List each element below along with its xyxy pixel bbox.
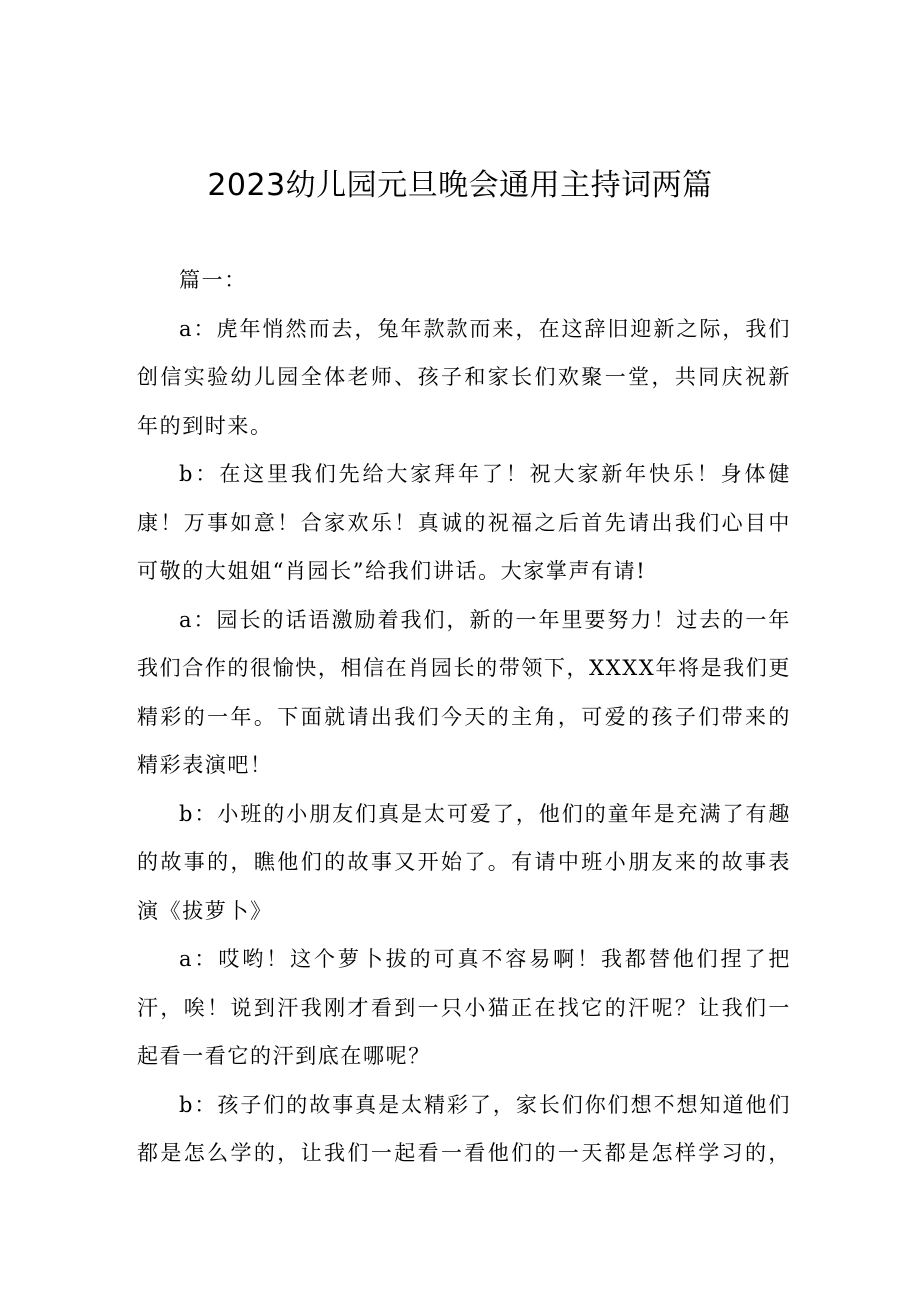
paragraph-2: b：在这里我们先给大家拜年了！祝大家新年快乐！身体健康！万事如意！合家欢乐！真诚的祝福之后首先请出我们心目中可敬的大姐姐“肖园长”给我们讲话。大家掌声有请!	[137, 462, 791, 583]
paragraph-5: a：哎哟！这个萝卜拔的可真不容易啊！我都替他们捏了把汗，唉！说到汗我刚才看到一只小猫正在找它的汗呢？让我们一起看一看它的汗到底在哪呢？	[137, 947, 791, 1068]
paragraph-6: b：孩子们的故事真是太精彩了，家长们你们想不想知道他们都是怎么学的，让我们一起看一看他们的一天都是怎样学习的，	[137, 1092, 791, 1165]
section-heading: 篇一：	[179, 268, 247, 292]
paragraph-1: a：虎年悄然而去，兔年款款而来，在这辞旧迎新之际，我们创信实验幼儿园全体老师、孩子和家长们欢聚一堂，共同庆祝新年的到时来。	[137, 316, 791, 438]
document-body	[137, 256, 791, 1178]
document-title: 2023幼儿园元旦晚会通用主持词两篇	[207, 168, 713, 203]
paragraph-4: b：小班的小朋友们真是太可爱了，他们的童年是充满了有趣的故事的，瞧他们的故事又开始了。有请中班小朋友来的故事表演《拔萝卜》	[137, 801, 791, 923]
paragraph-3: a：园长的话语激励着我们，新的一年里要努力！过去的一年我们合作的很愉快，相信在肖园长的带领下，XXXX年将是我们更精彩的一年。下面就请出我们今天的主角，可爱的孩子们带来的精彩表演吧！	[137, 607, 791, 777]
